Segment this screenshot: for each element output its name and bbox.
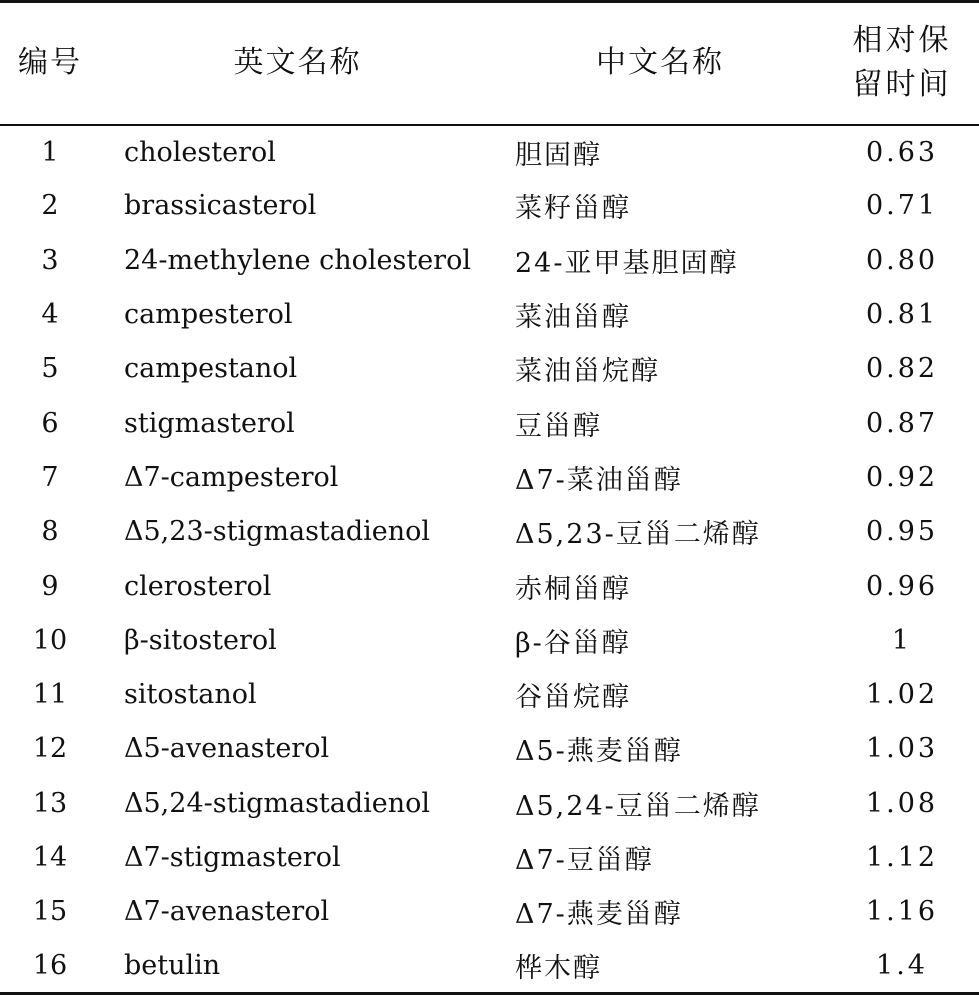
table-row <box>0 450 979 504</box>
row-english-name-cell: Δ5-avenasterol <box>124 733 330 765</box>
table-row <box>0 179 979 233</box>
row-retention-time-cell: 0.82 <box>865 353 939 385</box>
row-num-cell: 11 <box>32 679 68 711</box>
row-english-name-cell: sitostanol <box>124 679 257 711</box>
row-num-cell: 3 <box>41 244 59 276</box>
row-num-cell: 12 <box>32 733 68 765</box>
row-chinese-name-cell: Δ5,23-豆甾二烯醇 <box>515 519 761 551</box>
row-retention-time-cell: 0.95 <box>865 516 939 548</box>
row-chinese-name-cell: Δ5,24-豆甾二烯醇 <box>515 790 761 822</box>
row-english-name-cell: Δ7-avenasterol <box>124 896 330 928</box>
row-retention-time-cell: 1.08 <box>865 787 939 819</box>
row-num-cell: 1 <box>41 136 59 168</box>
row-english-name-cell: betulin <box>100 939 495 993</box>
row-chinese-name-cell: Δ5-燕麦甾醇 <box>515 736 683 768</box>
header-num: 编号 <box>18 45 82 81</box>
row-num-cell: 16 <box>0 939 100 993</box>
row-chinese-name-cell: β-谷甾醇 <box>515 627 631 659</box>
row-retention-time-cell: 0.71 <box>865 190 939 222</box>
row-retention-time-cell: 1.16 <box>865 896 939 928</box>
row-chinese-name-cell: Δ7-燕麦甾醇 <box>515 899 683 931</box>
row-num-cell: 13 <box>32 787 68 819</box>
row-english-name-cell: 24-methylene cholesterol <box>124 244 471 276</box>
table-row <box>0 830 979 884</box>
row-num-cell: 10 <box>32 624 68 656</box>
row-retention-time-cell: 1.03 <box>865 733 939 765</box>
row-english-name-cell: campestanol <box>124 353 298 385</box>
row-english-name-cell: Δ7-campesterol <box>124 461 339 493</box>
row-num-cell: 14 <box>32 842 68 873</box>
row-chinese-name-cell: 菜油甾醇 <box>515 302 631 334</box>
row-english-name-cell: β-sitosterol <box>124 624 277 656</box>
table-row <box>0 505 979 559</box>
row-english-name-cell: brassicasterol <box>124 190 317 222</box>
row-retention-time-cell: 0.80 <box>865 244 939 276</box>
row-chinese-name-cell: Δ7-菜油甾醇 <box>515 464 683 496</box>
row-chinese-name-cell: 24-亚甲基胆固醇 <box>515 247 739 279</box>
table-row <box>0 233 979 287</box>
table-row <box>0 939 979 993</box>
row-english-name-cell: Δ5,24-stigmastadienol <box>124 787 431 819</box>
row-chinese-name-cell: 谷甾烷醇 <box>515 682 631 714</box>
row-retention-time-cell: 0.81 <box>865 299 939 331</box>
table-row <box>0 125 979 179</box>
row-num-cell: 7 <box>41 461 59 493</box>
row-retention-time-cell: 1.4 <box>825 939 979 993</box>
table-row <box>0 613 979 667</box>
row-num-cell: 5 <box>41 353 59 385</box>
row-english-name-cell: Δ5,23-stigmastadienol <box>124 516 431 548</box>
header-row <box>0 2 979 125</box>
row-retention-time-cell: 0.87 <box>865 407 939 439</box>
table-row <box>0 776 979 830</box>
row-english-name-cell: campesterol <box>124 299 293 331</box>
row-chinese-name-cell: 桦木醇 <box>495 939 825 993</box>
row-num-cell: 4 <box>41 299 59 331</box>
header-relative-retention-time <box>825 2 979 125</box>
table-row <box>0 396 979 450</box>
row-english-name-cell: stigmasterol <box>124 407 295 439</box>
row-english-name-cell: cholesterol <box>124 136 276 168</box>
header-english-name: 英文名称 <box>233 45 362 81</box>
row-retention-time-cell: 1.02 <box>865 679 939 711</box>
table-row <box>0 722 979 776</box>
row-retention-time-cell: 1 <box>891 624 913 656</box>
row-chinese-name-cell: Δ7-豆甾醇 <box>515 845 654 876</box>
row-chinese-name-cell: 豆甾醇 <box>515 410 602 442</box>
row-num-cell: 8 <box>41 516 59 548</box>
row-num-cell: 2 <box>41 190 59 222</box>
table-row <box>0 287 979 341</box>
table-row <box>0 885 979 939</box>
row-num-cell: 9 <box>41 570 59 602</box>
table-body <box>0 125 979 994</box>
header-rt-line2: 留时间 <box>852 67 952 103</box>
header-rt-line1: 相对保 <box>852 23 952 59</box>
row-english-name-cell: Δ7-stigmasterol <box>124 842 341 873</box>
row-retention-time-cell: 0.92 <box>865 461 939 493</box>
row-chinese-name-cell: 赤桐甾醇 <box>515 573 631 605</box>
row-retention-time-cell: 0.63 <box>865 136 939 168</box>
row-english-name-cell: clerosterol <box>124 570 272 602</box>
row-retention-time-cell: 1.12 <box>865 842 939 873</box>
table-row <box>0 342 979 396</box>
header-chinese-name: 中文名称 <box>596 45 724 81</box>
table-row <box>0 667 979 721</box>
row-num-cell: 15 <box>32 896 68 928</box>
row-retention-time-cell: 0.96 <box>865 570 939 602</box>
row-num-cell: 6 <box>41 407 59 439</box>
row-chinese-name-cell: 菜油甾烷醇 <box>515 356 660 388</box>
row-chinese-name-cell: 菜籽甾醇 <box>515 193 631 225</box>
table-header <box>0 2 979 125</box>
table-row <box>0 559 979 613</box>
row-chinese-name-cell: 胆固醇 <box>515 139 602 171</box>
